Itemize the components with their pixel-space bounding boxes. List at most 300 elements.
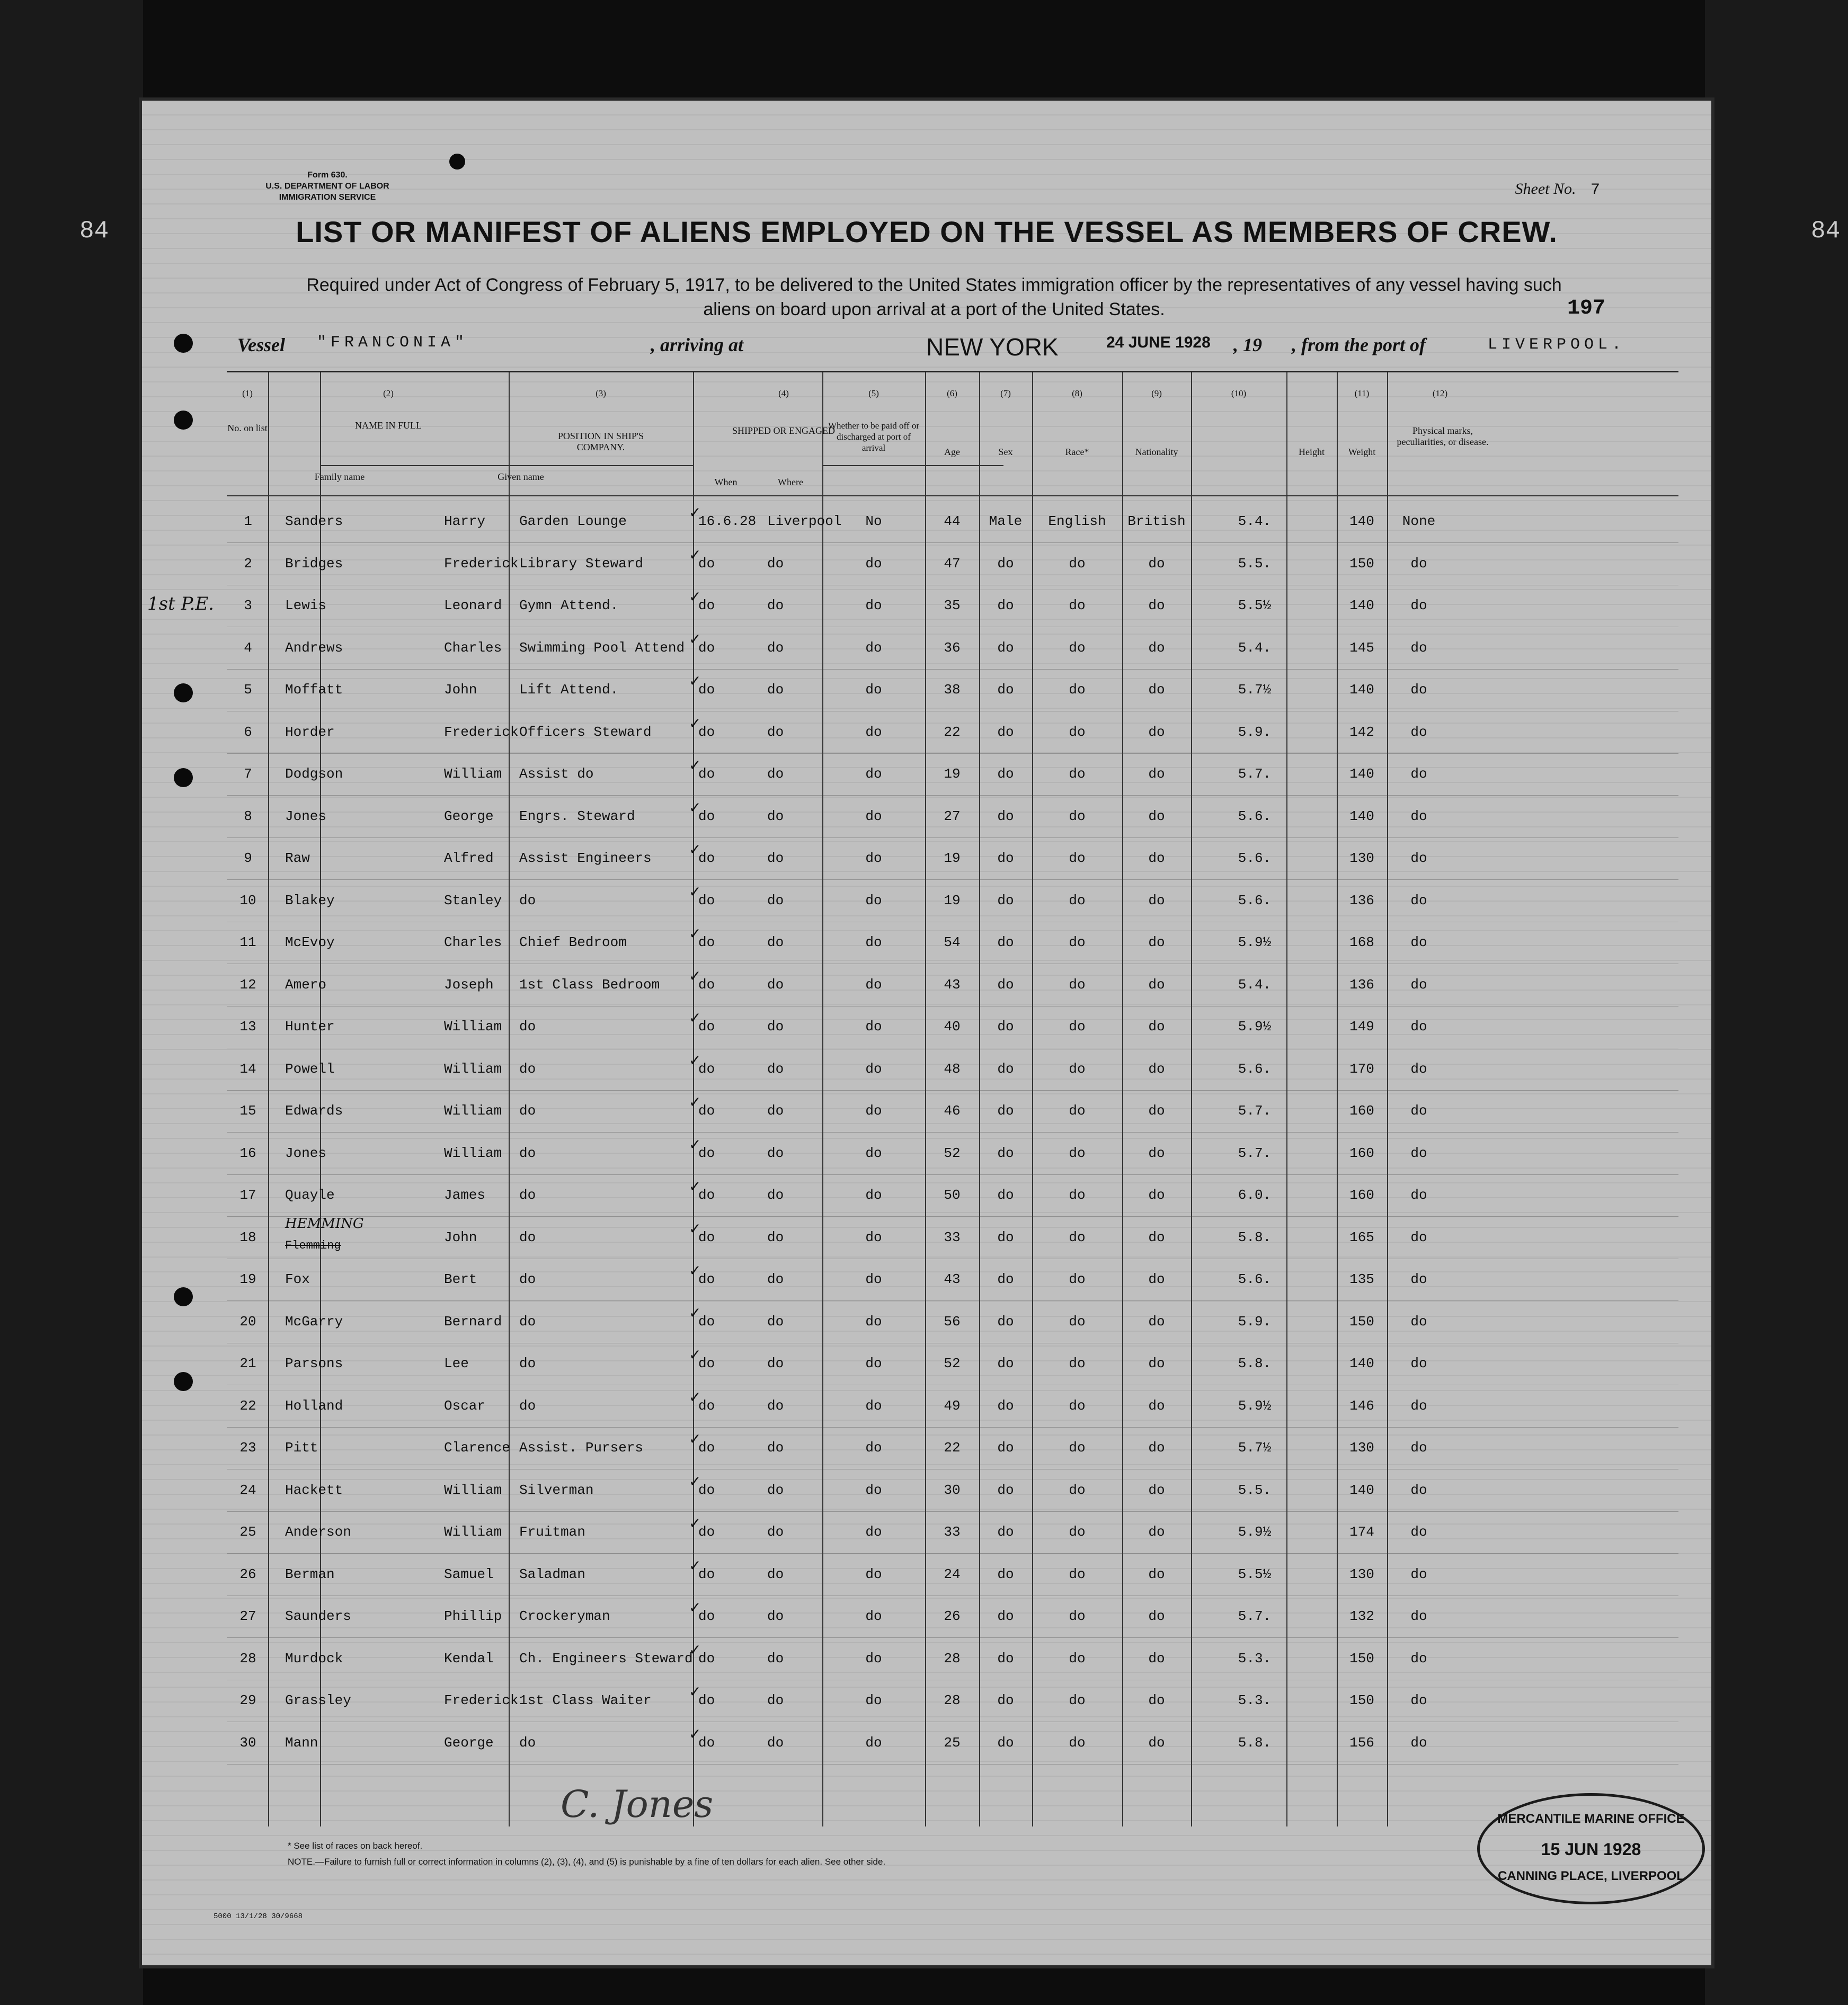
cell-position: do [519,1019,536,1035]
cell-no: 5 [244,682,252,698]
cell-age: 49 [944,1397,961,1414]
crew-table: (1) No. on list (2) NAME IN FULL Family name Given name (3) POSITION IN SHIP'S COMPANY. (4) SHIPPED OR ENGAGED When Where (5) Whether to be paid off or discharged at port of arrival (6) Age (7) Sex (8) Race* (9) Nationality (10) Height (11) Weight (12) Physical marks, peculiarities, or disease. 1 Sanders Harry Garden Lounge 16.6.28 Liverpool No 44 Male English British 5.4. 140 None ✓ 2 Bridges Frederick Library Steward do do do 47 do do do 5.5. 150 do ✓ 3 Lewis Leonard Gymn Attend. do do do 35 do do do 5.5½ 140 do ✓ 4 Andrews Charles Swimming Pool Attend do do do 36 do do do 5.4. 145 do ✓ 5 Moffatt John Lift Attend. do do do 38 do do do 5.7½ 140 do ✓ 6 Horder Frederick Officers Steward do do do 22 do do do 5.9. 142 do ✓ 7 Dodgson William Assist do do do do 19 do do do 5.7. 140 do ✓ 8 Jones George Engrs. Steward do do do 27 do do do 5.6. 140 do ✓ 9 Raw Alfred Assist Engineers do do do 19 do do do 5.6. 130 do ✓ 10 Blakey Stanley do do do do 19 do do do 5.6. 136 do ✓ 11 McEvoy Charles Chief Bedroom do do do 54 do do do 5.9½ 168 do ✓ 12 Amero Joseph 1st Class Bedroom do do do 43 do do do 5.4. 136 do ✓ 13 Hunter William do do do do 40 do do do 5.9½ 149 do ✓ 14 Powell William do do do do 48 do do do 5.6. 170 do ✓ 15 Edwards William do do do do 46 do do do 5.7. 160 do ✓ 16 Jones William do do do do 52 do do do 5.7. 160 do ✓ 17 Quayle James do do do do 50 do do do 6.0. 160 do ✓ 18 HEMMING John do do do do 33 do do do 5.8. 165 do Flemming ✓ 19 Fox Bert do do do do 43 do do do 5.6. 135 do ✓ 20 McGarry Bernard do do do do 56 do do do 5.9. 150 do ✓ 21 Parsons Lee do do do do 52 do do do 5.8. 140 do ✓ 22 Holland Oscar do do do do 49 do do do 5.9½ 146 do ✓ 23 Pitt Clarence Assist. Pursers do do do 22 do do do 5.7½ 130 do ✓ 24 Hackett William Silverman do do do 30 do do do 5.5. 140 do ✓ 25 Anderson William Fruitman do do do 33 do do do 5.9½ 174 do ✓ 26 Berman Samuel Saladman do do do 24 do do do 5.5½ 130 do ✓ 27 Saunders Phillip Crockeryman do do do 26 do do do 5.7. 132 do ✓ 28 Murdock Kendal Ch. Engineers Steward do do do 28 do do do 5.3. 150 do ✓ 29 Grassley Frederick 1st Class Waiter do do do 28 do do do 5.3. 150 do ✓ 30 Mann George do do do do 25 do do do 5.8. 156 do ✓ [227,371,1678,1826]
cell-no: 8 [244,808,252,824]
cell-position: Garden Lounge [519,513,627,529]
cell-paid: do [865,1524,882,1540]
cell-where: do [767,976,784,993]
check-mark-icon: ✓ [689,672,701,690]
cell-nat: do [1148,766,1165,782]
departure-port: LIVERPOOL. [1488,336,1626,354]
cell-where: do [767,1650,784,1667]
cell-height: 5.5½ [1238,598,1272,613]
cell-height: 5.9½ [1238,1524,1272,1540]
cell-age: 28 [944,1650,961,1667]
cell-when: do [698,1608,715,1624]
cell-height: 5.4. [1238,513,1272,529]
check-mark-icon: ✓ [689,1093,701,1111]
check-mark-icon: ✓ [689,1219,701,1237]
cell-position: Ch. Engineers Steward [519,1650,693,1667]
cell-sex: do [997,1229,1014,1245]
cell-marks: do [1410,1271,1427,1287]
cell-when: do [698,1145,715,1161]
cell-height: 5.7½ [1238,1440,1272,1456]
cell-nat: do [1148,808,1165,824]
margin-note: 1st P.E. [147,593,214,614]
cell-paid: do [865,639,882,656]
cell-family: Berman [285,1566,335,1582]
cell-family: Pitt [285,1440,318,1456]
cell-position: do [519,1145,536,1161]
cell-height: 5.7. [1238,1608,1272,1624]
cell-age: 26 [944,1608,961,1624]
cell-family: McEvoy [285,934,335,950]
cell-paid: do [865,850,882,866]
cell-no: 12 [239,976,256,993]
cell-when: do [698,1229,715,1245]
check-mark-icon: ✓ [689,1178,701,1195]
cell-nat: do [1148,639,1165,656]
punch-hole [174,683,193,702]
header-height: Height [1299,447,1325,457]
cell-weight: 156 [1349,1734,1374,1751]
cell-when: do [698,1440,715,1456]
check-mark-icon: ✓ [689,841,701,858]
cell-race: do [1069,1103,1086,1119]
cell-no: 26 [239,1566,256,1582]
cell-where: do [767,1019,784,1035]
check-mark-icon: ✓ [689,588,701,605]
cell-position: 1st Class Waiter [519,1692,652,1708]
cell-marks: do [1410,766,1427,782]
cell-race: do [1069,724,1086,740]
cell-paid: do [865,555,882,572]
check-mark-icon: ✓ [689,1262,701,1279]
cell-nat: do [1148,1440,1165,1456]
cell-nat: do [1148,1734,1165,1751]
cell-marks: do [1410,1734,1427,1751]
cell-given: Lee [444,1356,469,1371]
cell-where: do [767,1271,784,1287]
cell-race: do [1069,1440,1086,1456]
cell-weight: 140 [1349,1482,1374,1498]
cell-marks: do [1410,1019,1427,1035]
cell-family: HEMMING [285,1215,364,1232]
cell-sex: do [997,808,1014,824]
cell-age: 28 [944,1692,961,1708]
cell-age: 36 [944,639,961,656]
check-mark-icon: ✓ [689,1388,701,1406]
cell-marks: None [1402,513,1436,529]
cell-age: 35 [944,598,961,613]
cell-paid: do [865,1356,882,1371]
struck-family-name: Flemming [285,1238,341,1252]
table-row [227,1174,1678,1217]
cell-weight: 149 [1349,1019,1374,1035]
cell-position: Assist do [519,766,594,782]
cell-no: 23 [239,1440,256,1456]
cell-nat: do [1148,1356,1165,1371]
check-mark-icon: ✓ [689,714,701,732]
cell-given: Charles [444,934,502,950]
cell-sex: do [997,1482,1014,1498]
cell-age: 46 [944,1103,961,1119]
cell-where: do [767,1734,784,1751]
cell-sex: do [997,934,1014,950]
cell-height: 5.6. [1238,850,1272,866]
cell-age: 44 [944,513,961,529]
cell-weight: 150 [1349,1650,1374,1667]
cell-given: Oscar [444,1397,486,1414]
cell-position: do [519,1103,536,1119]
cell-family: Saunders [285,1608,351,1624]
cell-paid: do [865,766,882,782]
cell-family: Edwards [285,1103,343,1119]
cell-family: Sanders [285,513,343,529]
cell-given: Bert [444,1271,477,1287]
cell-sex: do [997,682,1014,698]
cell-position: 1st Class Bedroom [519,976,660,993]
cell-given: William [444,1103,502,1119]
cell-when: do [698,1271,715,1287]
cell-marks: do [1410,639,1427,656]
cell-height: 5.6. [1238,808,1272,824]
cell-nat: do [1148,724,1165,740]
cell-height: 5.8. [1238,1229,1272,1245]
cell-when: do [698,1650,715,1667]
cell-paid: do [865,1229,882,1245]
cell-where: do [767,1482,784,1498]
cell-marks: do [1410,1524,1427,1540]
cell-sex: do [997,1524,1014,1540]
cell-where: do [767,1061,784,1077]
cell-marks: do [1410,1397,1427,1414]
cell-when: do [698,1692,715,1708]
cell-race: do [1069,1650,1086,1667]
cell-marks: do [1410,892,1427,908]
cell-when: do [698,850,715,866]
cell-when: do [698,1482,715,1498]
cell-race: do [1069,1271,1086,1287]
cell-marks: do [1410,1145,1427,1161]
punch-hole [174,411,193,430]
cell-weight: 130 [1349,850,1374,866]
check-mark-icon: ✓ [689,504,701,521]
cell-race: do [1069,1482,1086,1498]
cell-race: do [1069,1187,1086,1203]
cell-paid: do [865,1608,882,1624]
cell-race: do [1069,1608,1086,1624]
cell-weight: 130 [1349,1566,1374,1582]
cell-age: 54 [944,934,961,950]
cell-given: Bernard [444,1313,502,1330]
cell-sex: do [997,1187,1014,1203]
header-paid-off: Whether to be paid off or discharged at port of arrival [828,421,919,453]
check-mark-icon: ✓ [689,798,701,816]
cell-no: 1 [244,513,252,529]
cell-when: do [698,555,715,572]
header-where: Where [778,477,803,487]
cell-sex: do [997,766,1014,782]
cell-where: do [767,1187,784,1203]
cell-given: Leonard [444,598,502,613]
punch-hole [174,1372,193,1391]
cell-sex: do [997,892,1014,908]
cell-sex: do [997,1692,1014,1708]
cell-no: 27 [239,1608,256,1624]
cell-age: 38 [944,682,961,698]
form-identifier [248,170,407,203]
header-name-in-full: NAME IN FULL [355,420,422,431]
cell-when: do [698,976,715,993]
cell-where: do [767,1145,784,1161]
cell-height: 5.5. [1238,555,1272,572]
cell-paid: do [865,1271,882,1287]
cell-no: 3 [244,598,252,613]
cell-race: do [1069,555,1086,572]
cell-position: do [519,1734,536,1751]
cell-age: 40 [944,1019,961,1035]
cell-marks: do [1410,724,1427,740]
voyage-line: Vessel "FRANCONIA" , arriving at NEW YORK 24 JUNE 1928 , 19 , from the port of LIVERPOOL. [237,333,1626,361]
cell-position: do [519,1061,536,1077]
cell-where: do [767,724,784,740]
cell-sex: do [997,1145,1014,1161]
cell-marks: do [1410,1313,1427,1330]
cell-when: do [698,1356,715,1371]
cell-no: 21 [239,1356,256,1371]
cell-family: Anderson [285,1524,351,1540]
cell-marks: do [1410,1103,1427,1119]
cell-when: do [698,766,715,782]
cell-marks: do [1410,1566,1427,1582]
cell-where: Liverpool [767,513,842,529]
cell-age: 33 [944,1229,961,1245]
cell-height: 5.3. [1238,1650,1272,1667]
cell-nat: do [1148,1650,1165,1667]
cell-when: do [698,1734,715,1751]
cell-where: do [767,1524,784,1540]
cell-where: do [767,682,784,698]
cell-height: 5.6. [1238,1061,1272,1077]
cell-where: do [767,1397,784,1414]
check-mark-icon: ✓ [689,1346,701,1364]
cell-given: William [444,1019,502,1035]
cell-family: Murdock [285,1650,343,1667]
cell-weight: 140 [1349,682,1374,698]
film-frame-number-left: 84 [79,217,109,245]
cell-no: 24 [239,1482,256,1498]
table-row [227,1469,1678,1512]
cell-marks: do [1410,555,1427,572]
document-title: LIST OR MANIFEST OF ALIENS EMPLOYED ON THE VESSEL AS MEMBERS OF CREW. [296,215,1558,248]
cell-where: do [767,1313,784,1330]
cell-family: Mann [285,1734,318,1751]
cell-given: Frederick [444,724,519,740]
cell-age: 22 [944,724,961,740]
punch-hole [449,154,465,170]
cell-race: do [1069,1019,1086,1035]
cell-paid: do [865,1692,882,1708]
check-mark-icon: ✓ [689,1009,701,1027]
department-name: U.S. DEPARTMENT OF LABOR [265,182,389,191]
cell-age: 52 [944,1356,961,1371]
cell-no: 10 [239,892,256,908]
cell-paid: do [865,1440,882,1456]
cell-family: Grassley [285,1692,351,1708]
manifest-sheet [142,101,1711,1965]
cell-marks: do [1410,1187,1427,1203]
cell-height: 6.0. [1238,1187,1272,1203]
cell-given: William [444,1145,502,1161]
cell-paid: do [865,808,882,824]
table-row [227,1722,1678,1765]
cell-when: do [698,724,715,740]
cell-no: 18 [239,1229,256,1245]
check-mark-icon: ✓ [689,1725,701,1743]
cell-weight: 150 [1349,555,1374,572]
cell-when: 16.6.28 [698,513,757,529]
cell-weight: 140 [1349,1356,1374,1371]
cell-nat: do [1148,892,1165,908]
cell-paid: do [865,1650,882,1667]
cell-height: 5.9½ [1238,934,1272,950]
cell-paid: do [865,976,882,993]
cell-family: McGarry [285,1313,343,1330]
cell-position: Assist Engineers [519,850,652,866]
cell-nat: do [1148,1397,1165,1414]
cell-nat: do [1148,1271,1165,1287]
cell-age: 22 [944,1440,961,1456]
cell-sex: do [997,1608,1014,1624]
header-physical-marks: Physical marks, peculiarities, or disease. [1397,425,1489,447]
cell-nat: do [1148,1061,1165,1077]
cell-position: Engrs. Steward [519,808,635,824]
cell-paid: do [865,1103,882,1119]
cell-height: 5.8. [1238,1734,1272,1751]
cell-paid: do [865,1145,882,1161]
cell-when: do [698,892,715,908]
cell-race: do [1069,1229,1086,1245]
cell-race: do [1069,892,1086,908]
cell-family: Fox [285,1271,310,1287]
cell-given: William [444,766,502,782]
cell-age: 47 [944,555,961,572]
table-row [227,1427,1678,1469]
punch-hole [174,768,193,787]
cell-paid: do [865,1566,882,1582]
cell-when: do [698,1103,715,1119]
cell-family: Horder [285,724,335,740]
cell-given: Harry [444,513,486,529]
cell-weight: 150 [1349,1313,1374,1330]
check-mark-icon: ✓ [689,1430,701,1448]
cell-when: do [698,1566,715,1582]
check-mark-icon: ✓ [689,1304,701,1322]
cell-nat: do [1148,1608,1165,1624]
cell-sex: Male [989,513,1023,529]
cell-race: do [1069,1566,1086,1582]
cell-position: Saladman [519,1566,585,1582]
cell-when: do [698,1313,715,1330]
check-mark-icon: ✓ [689,925,701,942]
cell-position: do [519,1187,536,1203]
cell-position: Swimming Pool Attend [519,639,685,656]
cell-age: 43 [944,1271,961,1287]
cell-weight: 165 [1349,1229,1374,1245]
check-mark-icon: ✓ [689,1683,701,1700]
cell-given: Stanley [444,892,502,908]
cell-family: Dodgson [285,766,343,782]
cell-height: 5.7. [1238,1103,1272,1119]
cell-no: 28 [239,1650,256,1667]
table-row [227,627,1678,670]
cell-age: 19 [944,892,961,908]
cell-age: 25 [944,1734,961,1751]
cell-nat: do [1148,1692,1165,1708]
cell-when: do [698,1019,715,1035]
cell-marks: do [1410,1229,1427,1245]
table-row [227,1090,1678,1133]
header-shipped-engaged: SHIPPED OR ENGAGED [732,425,835,436]
cell-nat: British [1127,513,1186,529]
cell-race: do [1069,598,1086,613]
cell-given: Charles [444,639,502,656]
table-row [227,796,1678,838]
film-frame-number-right: 84 [1811,217,1841,245]
cell-sex: do [997,850,1014,866]
cell-no: 25 [239,1524,256,1540]
table-row [227,585,1678,627]
cell-no: 29 [239,1692,256,1708]
cell-marks: do [1410,1650,1427,1667]
cell-when: do [698,639,715,656]
cell-no: 2 [244,555,252,572]
cell-when: do [698,682,715,698]
check-mark-icon: ✓ [689,1641,701,1659]
cell-height: 5.6. [1238,892,1272,908]
cell-height: 5.4. [1238,639,1272,656]
cell-nat: do [1148,934,1165,950]
cell-sex: do [997,976,1014,993]
cell-when: do [698,1397,715,1414]
cell-position: Fruitman [519,1524,585,1540]
cell-no: 16 [239,1145,256,1161]
cell-position: Crockeryman [519,1608,610,1624]
check-mark-icon: ✓ [689,1599,701,1616]
cell-given: George [444,808,494,824]
cell-height: 5.5½ [1238,1566,1272,1582]
cell-age: 19 [944,766,961,782]
cell-given: William [444,1482,502,1498]
cell-age: 43 [944,976,961,993]
cell-height: 5.6. [1238,1271,1272,1287]
cell-no: 13 [239,1019,256,1035]
cell-age: 50 [944,1187,961,1203]
cell-height: 5.7. [1238,766,1272,782]
footnote-races: * See list of races on back hereof. [288,1841,423,1851]
cell-height: 5.5. [1238,1482,1272,1498]
cell-sex: do [997,1440,1014,1456]
cell-no: 17 [239,1187,256,1203]
cell-position: do [519,1397,536,1414]
cell-race: do [1069,808,1086,824]
cell-marks: do [1410,1356,1427,1371]
cell-when: do [698,598,715,613]
cell-given: Frederick [444,1692,519,1708]
cell-where: do [767,1229,784,1245]
cell-race: do [1069,1145,1086,1161]
check-mark-icon: ✓ [689,883,701,901]
